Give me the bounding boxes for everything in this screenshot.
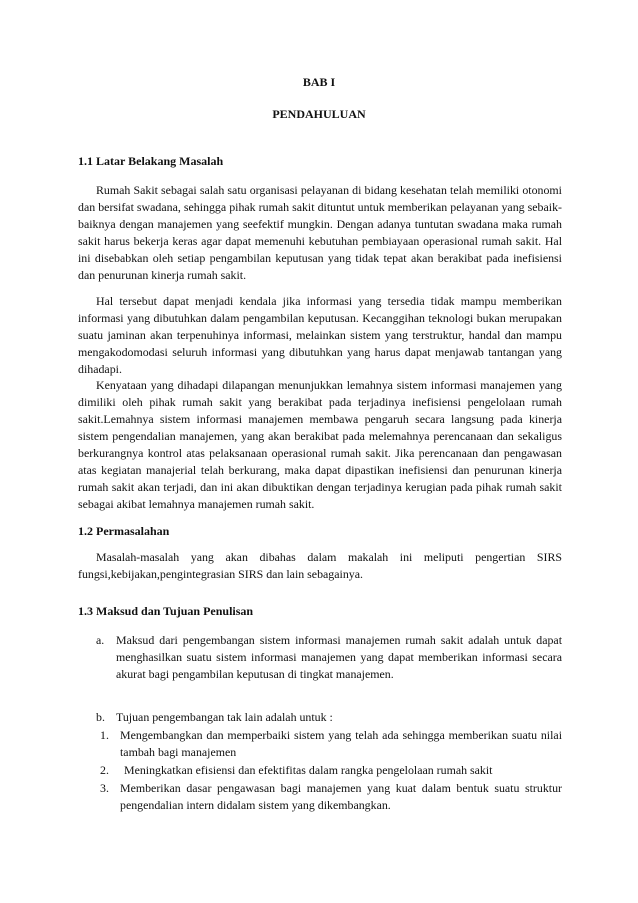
paragraph-problem: Masalah-masalah yang akan dibahas dalam makalah ini meliputi pengertian SIRS fungsi,kebijakan,pengintegrasian SIRS dan lain sebagainya.	[78, 550, 562, 581]
goal-2-marker: 2.	[100, 763, 109, 777]
goal-1-marker: 1.	[100, 728, 109, 742]
item-b-marker: b.	[96, 710, 105, 724]
item-a-text: Maksud dari pengembangan sistem informasi manajemen rumah sakit adalah untuk dapat menghasilkan suatu sistem informasi manajemen yang dapat memberikan informasi secara akurat bagi pengambilan keputusan di tingkat manajemen.	[116, 633, 562, 681]
paragraph-background-3: Kenyataan yang dihadapi dilapangan menunjukkan lemahnya sistem informasi manajemen yang dimiliki oleh pihak rumah sakit yang berakibat pada terjadinya inefisiensi pengelolaan rumah sakit.Lemahnya sistem informasi manajemen membawa pengaruh secara langsung pada kinerja sistem pengendalian manajemen, yang akan berakibat pada melemahnya perencanaan dan sekaligus berkurangnya kontrol atas pelaksanaan operasional rumah sakit. Jika perencanaan dan pengawasan atas kegiatan manajerial telah berkurang, maka dapat dipastikan inefisiensi dan penurunan kinerja rumah sakit akan terjadi, dan ini akan dibuktikan dengan terjadinya kerugian pada pihak rumah sakit sebagai akibat lemahnya manajemen rumah sakit.	[78, 378, 562, 511]
section-heading-1-1: 1.1 Latar Belakang Masalah	[78, 154, 224, 168]
goal-1-text: Mengembangkan dan memperbaiki sistem yang telah ada sehingga memberikan suatu nilai tambah bagi manajemen	[120, 728, 562, 759]
item-b-text: Tujuan pengembangan tak lain adalah untuk :	[116, 710, 333, 724]
goal-3-text: Memberikan dasar pengawasan bagi manajemen yang kuat dalam bentuk suatu struktur pengendalian intern didalam sistem yang dikembangkan.	[120, 781, 562, 812]
paragraph-background-2: Hal tersebut dapat menjadi kendala jika informasi yang tersedia tidak mampu memberikan informasi yang dibutuhkan dalam pengambilan keputusan. Kecanggihan teknologi bukan merupakan suatu jaminan akan terpenuhinya informasi, melainkan sistem yang terstruktur, handal dan mampu mengakodomodasi seluruh informasi yang dibutuhkan yang harus dapat menjawab tantangan yang dihadapi.	[78, 294, 562, 376]
goal-2-text: Meningkatkan efisiensi dan efektifitas dalam rangka pengelolaan rumah sakit	[124, 763, 493, 777]
chapter-title: PENDAHULUAN	[272, 107, 366, 121]
section-heading-1-3: 1.3 Maksud dan Tujuan Penulisan	[78, 604, 254, 618]
chapter-number: BAB I	[302, 75, 336, 89]
paragraph-background-1: Rumah Sakit sebagai salah satu organisasi pelayanan di bidang kesehatan telah memiliki otonomi dan bersifat swadana, sehingga pihak rumah sakit dituntut untuk memberikan pelayanan yang sebaik-baiknya dengan manajemen yang seefektif mungkin. Dengan adanya tuntutan swadana maka rumah sakit harus bekerja keras agar dapat memenuhi kebutuhan pembiayaan operasional rumah sakit. Hal ini disebabkan oleh setiap pengambilan keputusan yang tidak tepat akan berakibat pada inefisiensi dan penurunan kinerja rumah sakit.	[78, 183, 562, 282]
item-a-marker: a.	[96, 633, 105, 647]
goal-3-marker: 3.	[100, 781, 109, 795]
section-heading-1-2: 1.2 Permasalahan	[78, 524, 170, 538]
